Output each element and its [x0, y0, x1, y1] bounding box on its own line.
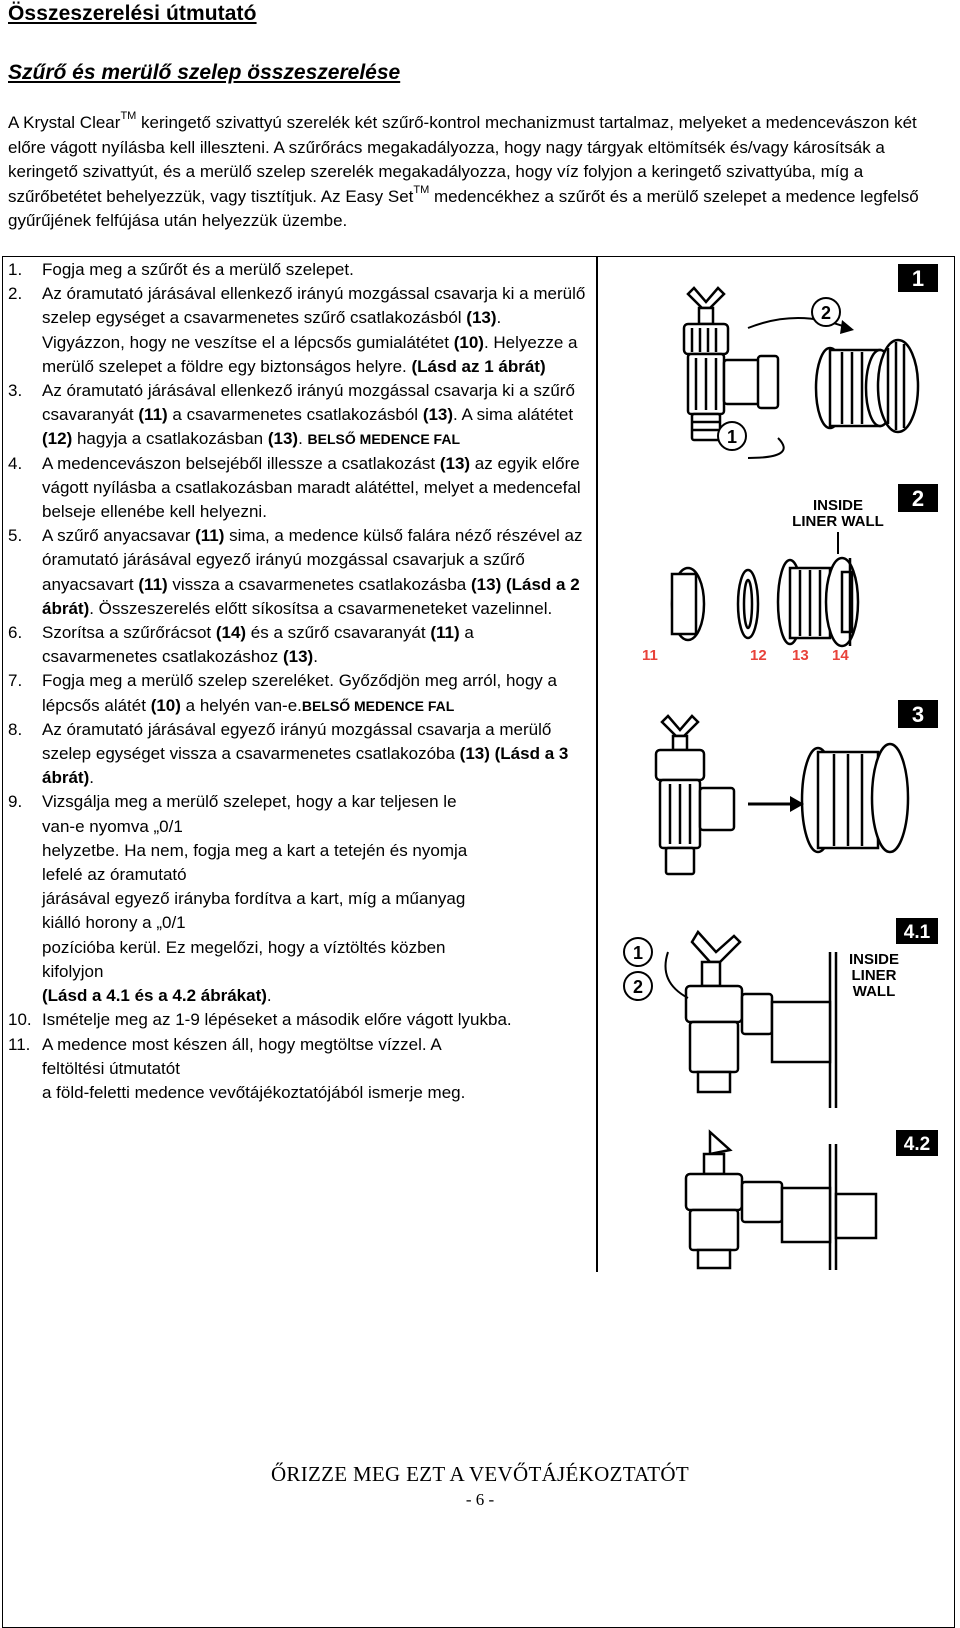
- svg-text:11: 11: [642, 647, 658, 664]
- figure-2-badge: [898, 484, 938, 512]
- parts-exploded-drawing: [672, 558, 858, 646]
- svg-text:WALL: WALL: [852, 983, 896, 1000]
- trademark-sup: TM: [120, 110, 137, 122]
- rotation-arrow-2: [748, 298, 854, 334]
- svg-text:2: 2: [820, 303, 832, 323]
- svg-text:14: 14: [832, 647, 849, 664]
- step-11: 11. A medence most készen áll, hogy megtöltse vízzel. A feltöltési útmutatót a föld-feletti medence vevőtájékoztatójából ismerje meg.: [8, 1034, 466, 1102]
- step-3: 3. Az óramutató járásával ellenkező irányú mozgással csavarja ki a szűrő csavaranyát (11) a csavarmenetes csatlakozásból (13). A sima alátétet (12) hagyja a csatlakozásban (13). BELSŐ MEDENCE FAL: [8, 381, 575, 449]
- figure-1: [598, 258, 954, 476]
- page-number: - 6 -: [465, 1490, 495, 1509]
- liner-wall-section-42: [782, 1144, 876, 1270]
- footer-note: ŐRIZZE MEG EZT A VEVŐTÁJÉKOZTATÓT: [270, 1462, 690, 1486]
- step-5: 5. A szűrő anyacsavar (11) sima, a medence külső falára néző részével az óramutató járásával egyező irányú mozgással csavarjuk a szűrő anyacsavart (11) vissza a csavarmenetes csatlakozásba (13) (Lásd a 2 ábrát). Összeszerelés előtt síkosítsa a csavarmeneteket vazelinnel.: [8, 526, 583, 618]
- step-9: 9. Vizsgálja meg a merülő szelepet, hogy a kar teljesen le van-e nyomva „0/1 helyzetbe. Ha nem, fogja meg a kart a tetején és nyomja lefelé az óramutató járásával egyező irányba fordítva a kart, míg a műanyag kiálló horony a „0/1 pozícióba kerül. Ez megelőzi, hogy a víztöltés közben kifolyjon (Lásd a 4.1 és a 4.2 ábrákat).: [8, 792, 468, 1006]
- figure-1-badge: [898, 264, 938, 292]
- step-7: 7. Fogja meg a merülő szelep szereléket. Győződjön meg arról, hogy a lépcsős alátét (10) a helyén van-e.BELSŐ MEDENCE FAL: [8, 671, 557, 715]
- steps-list: [8, 258, 588, 1105]
- step-1: 1. Fogja meg a szűrőt és a merülő szelepet.: [8, 260, 354, 279]
- svg-text:2: 2: [632, 977, 644, 997]
- svg-text:4.1: 4.1: [903, 922, 931, 943]
- step-10: 10. Ismételje meg az 1-9 lépéseket a második előre vágott lyukba.: [8, 1010, 512, 1030]
- intro-paragraph: A Krystal Clear™ keringető szivattyú szerelék két szűrő-kontrol mechanizmust tartalmaz, melyeket a medencevászon két előre vágott nyílásba kell illeszteni. A szűrőrács megakadályozza, hogy nagy tárgyak eltömítsék és/vagy károsítsák a keringető szivattyút, és a merülő szelep szerelék megakadályozza, hogy víz folyjon a keringető szivattyúba, míg a szűrőbetétet behelyezzük, vagy tisztítjuk. Az Easy Set™ medencékhez a szűrőt és a merülő szelepet a medence legfelső gyűrűjének felfújása után helyezzük üzembe.: [8, 110, 919, 230]
- trademark-sup: TM: [413, 183, 430, 196]
- inside-liner-wall-caption: [792, 497, 884, 554]
- svg-text:3: 3: [911, 702, 925, 727]
- section-title: Szűrő és merülő szelep összeszerelése: [8, 61, 401, 84]
- svg-text:LINER WALL: LINER WALL: [792, 513, 884, 530]
- svg-text:12: 12: [750, 647, 767, 664]
- svg-text:13: 13: [792, 647, 809, 664]
- figure-4-1: [598, 912, 954, 1112]
- svg-text:2: 2: [911, 486, 925, 511]
- part-labels: [642, 647, 849, 664]
- svg-text:1: 1: [911, 266, 925, 291]
- svg-text:1: 1: [726, 427, 738, 447]
- rotation-arrow-1: [718, 422, 784, 458]
- svg-text:4.2: 4.2: [903, 1134, 931, 1155]
- inside-liner-wall-caption-41: [849, 951, 899, 1000]
- step-4: 4. A medencevászon belsejéből illessze a csatlakozást (13) az egyik előre vágott nyílásba a csatlakozásban maradt alátéttel, melyet a medencefal belseje ellenébe kell helyezni.: [8, 453, 581, 522]
- figure-4-2-badge: [896, 1130, 938, 1156]
- step-2: 2. Az óramutató járásával ellenkező irányú mozgással csavarja ki a merülő szelep egységet a csavarmenetes szűrő csatlakozásból (13). Vigyázzon, hogy ne veszítse el a lépcsős gumialátétet (10). Helyezze a merülő szelepet a földre egy biztonságos helyre. (Lásd az 1 ábrát): [8, 284, 586, 376]
- svg-text:INSIDE: INSIDE: [848, 951, 900, 968]
- figure-2: [598, 478, 954, 678]
- figure-3-badge: [898, 700, 938, 728]
- step-8: 8. Az óramutató járásával egyező irányú mozgással csavarja a merülő szelep egységet vissza a csavarmenetes csatlakozóba (13) (Lásd a 3 ábrát).: [8, 719, 569, 788]
- svg-text:INSIDE: INSIDE: [812, 497, 864, 514]
- figure-4-2: [598, 1124, 954, 1270]
- insert-arrow: [748, 796, 804, 812]
- step-circles: [624, 938, 652, 1000]
- valve-lever-drawing-41: [666, 932, 773, 1092]
- figure-4-1-badge: [896, 918, 938, 944]
- liner-wall-section-41: [772, 952, 836, 1108]
- svg-text:LINER: LINER: [851, 967, 897, 984]
- threaded-connector-drawing: [816, 340, 918, 432]
- svg-text:1: 1: [632, 943, 644, 963]
- step-6: 6. Szorítsa a szűrőrácsot (14) és a szűrő csavaranyát (11) a csavarmenetes csatlakozáshoz (13).: [8, 623, 474, 667]
- valve-lever-drawing-42: [686, 1132, 782, 1268]
- figure-3: [598, 694, 954, 894]
- dump-valve-drawing: [684, 288, 778, 440]
- valve-reinstall-drawing: [656, 716, 908, 874]
- page-title: Összeszerelési útmutató: [8, 2, 257, 25]
